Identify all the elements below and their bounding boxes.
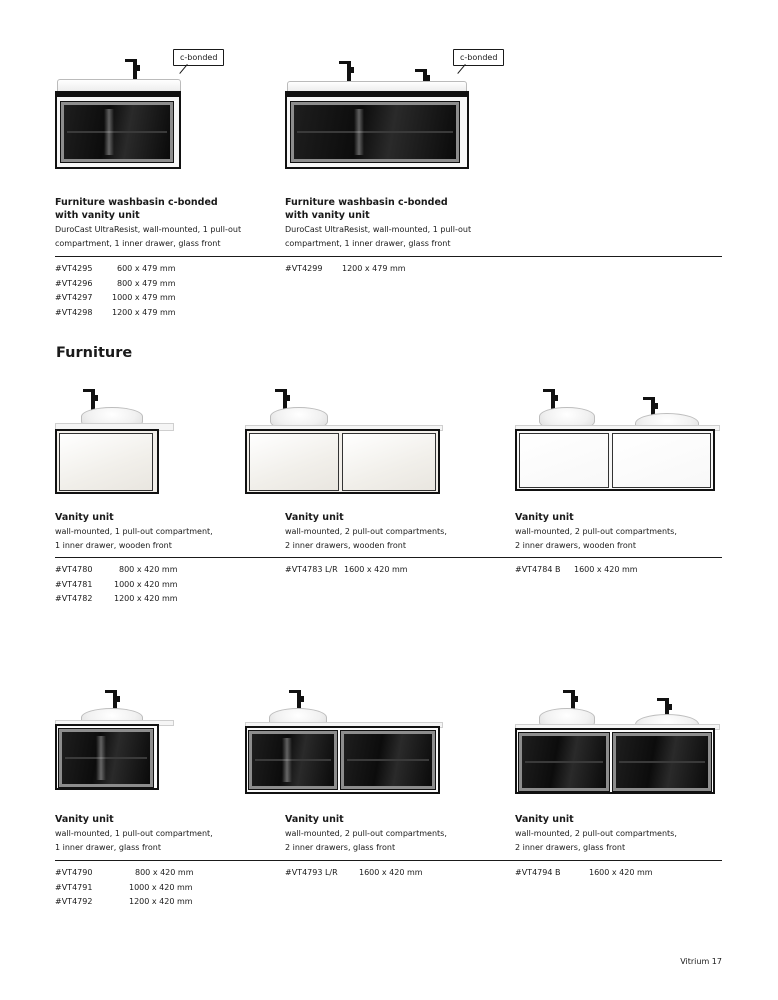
product-image-vt4790 xyxy=(55,686,180,801)
article-number: #VT4297 xyxy=(55,293,93,303)
article-list xyxy=(515,866,653,881)
article-number: #VT4780 xyxy=(55,565,93,574)
article-list xyxy=(515,563,638,578)
drawer-front xyxy=(519,433,609,488)
product-description: wall-mounted, 1 pull-out compartment, xyxy=(55,527,213,536)
article-number: #VT4296 xyxy=(55,278,93,288)
article-size: 600 x 479 mm xyxy=(117,264,176,273)
article-row xyxy=(55,262,176,277)
divider-line xyxy=(55,860,722,861)
product-image-vt4780 xyxy=(55,385,180,500)
article-number: #VT4790 xyxy=(55,868,93,877)
article-row xyxy=(55,881,194,896)
article-number: #VT4783 L/R xyxy=(285,565,338,574)
article-number: #VT4781 xyxy=(55,579,93,589)
section-heading: Furniture xyxy=(56,345,133,361)
article-row xyxy=(55,563,178,578)
article-list xyxy=(55,866,194,910)
product-description: 2 inner drawers, glass front xyxy=(285,842,396,852)
article-number: #VT4295 xyxy=(55,264,93,273)
divider-line xyxy=(55,557,722,558)
article-row xyxy=(515,563,638,578)
article-size: 1600 x 420 mm xyxy=(574,565,638,574)
article-size: 1200 x 479 mm xyxy=(112,308,176,318)
article-number: #VT4792 xyxy=(55,897,93,907)
article-row xyxy=(55,291,176,306)
article-size: 1200 x 420 mm xyxy=(129,897,193,907)
product-description: DuroCast UltraResist, wall-mounted, 1 pull-out xyxy=(285,225,472,234)
article-size: 1200 x 420 mm xyxy=(114,594,178,604)
article-row xyxy=(55,277,176,292)
glass-front xyxy=(61,102,173,162)
product-title: Vanity unit xyxy=(515,814,574,825)
article-row xyxy=(55,592,178,607)
article-list xyxy=(55,563,178,607)
glass-front xyxy=(291,102,459,162)
product-vt4780 xyxy=(55,511,277,552)
product-vt4783 xyxy=(285,511,507,552)
product-description: wall-mounted, 2 pull-out compartments, xyxy=(285,829,447,838)
product-description: DuroCast UltraResist, wall-mounted, 1 pull-out xyxy=(55,225,242,234)
product-description: wall-mounted, 2 pull-out compartments, xyxy=(285,527,447,536)
product-description: wall-mounted, 1 pull-out compartment, xyxy=(55,829,213,838)
article-list xyxy=(285,563,408,578)
article-row xyxy=(285,262,406,277)
article-number: #VT4793 L/R xyxy=(285,868,338,877)
glass-front xyxy=(249,731,337,789)
article-size: 1600 x 420 mm xyxy=(359,868,423,877)
product-title: Vanity unit xyxy=(55,512,114,523)
drawer-front xyxy=(612,433,711,488)
product-vt4784 xyxy=(515,511,737,552)
faucet-icon xyxy=(651,397,655,415)
glass-front xyxy=(59,729,153,787)
page-footer: Vitrium 17 xyxy=(680,957,722,966)
product-description: 1 inner drawer, glass front xyxy=(55,842,161,852)
article-row xyxy=(55,895,194,910)
article-size: 1000 x 479 mm xyxy=(112,293,176,303)
divider-line xyxy=(55,256,722,257)
article-list xyxy=(55,262,176,321)
article-size: 1600 x 420 mm xyxy=(589,868,653,877)
article-row xyxy=(285,866,423,881)
product-title: Vanity unit xyxy=(55,814,114,825)
product-image-vt4793 xyxy=(245,686,450,801)
product-title: Vanity unit xyxy=(515,512,574,523)
product-description: 1 inner drawer, wooden front xyxy=(55,540,172,550)
glass-front xyxy=(613,733,711,791)
article-row xyxy=(55,866,194,881)
product-title: with vanity unit xyxy=(285,210,370,221)
glass-front xyxy=(341,731,435,789)
product-vt4794 xyxy=(515,813,737,854)
article-number: #VT4782 xyxy=(55,594,93,604)
product-title: Furniture washbasin c-bonded xyxy=(55,197,218,208)
c-bonded-callout: c-bonded xyxy=(453,49,504,66)
product-description: wall-mounted, 2 pull-out compartments, xyxy=(515,829,677,838)
article-size: 1600 x 420 mm xyxy=(344,565,408,574)
product-image-vt4784 xyxy=(515,385,725,500)
product-description: wall-mounted, 2 pull-out compartments, xyxy=(515,527,677,536)
article-list xyxy=(285,262,406,277)
product-vt4299 xyxy=(285,196,507,250)
glass-front xyxy=(519,733,609,791)
product-description: compartment, 1 inner drawer, glass front xyxy=(285,238,451,248)
article-row xyxy=(285,563,408,578)
article-number: #VT4794 B xyxy=(515,868,561,877)
article-row xyxy=(515,866,653,881)
drawer-front xyxy=(342,433,436,491)
article-number: #VT4298 xyxy=(55,308,93,318)
article-size: 1200 x 479 mm xyxy=(342,264,406,273)
article-size: 800 x 420 mm xyxy=(119,565,178,574)
product-description: 2 inner drawers, glass front xyxy=(515,842,626,852)
product-description: 2 inner drawers, wooden front xyxy=(515,540,637,550)
drawer-front xyxy=(59,433,153,491)
product-image-vt4299 xyxy=(285,45,515,180)
article-size: 800 x 479 mm xyxy=(117,278,176,288)
article-size: 800 x 420 mm xyxy=(135,868,194,877)
product-title: Vanity unit xyxy=(285,814,344,825)
article-row xyxy=(55,578,178,593)
article-number: #VT4791 xyxy=(55,882,93,892)
product-description: compartment, 1 inner drawer, glass front xyxy=(55,238,221,248)
product-image-vt4783 xyxy=(245,385,450,500)
product-title: Furniture washbasin c-bonded xyxy=(285,197,448,208)
product-description: 2 inner drawers, wooden front xyxy=(285,540,407,550)
article-number: #VT4784 B xyxy=(515,565,561,574)
article-row xyxy=(55,306,176,321)
product-image-vt4295 xyxy=(55,45,225,180)
product-vt4295 xyxy=(55,196,277,250)
article-number: #VT4299 xyxy=(285,264,323,273)
article-size: 1000 x 420 mm xyxy=(114,579,178,589)
drawer-front xyxy=(249,433,339,491)
product-vt4790 xyxy=(55,813,277,854)
product-image-vt4794 xyxy=(515,686,725,801)
product-vt4793 xyxy=(285,813,507,854)
article-size: 1000 x 420 mm xyxy=(129,882,193,892)
c-bonded-callout: c-bonded xyxy=(173,49,224,66)
article-list xyxy=(285,866,423,881)
product-title: with vanity unit xyxy=(55,210,140,221)
product-title: Vanity unit xyxy=(285,512,344,523)
